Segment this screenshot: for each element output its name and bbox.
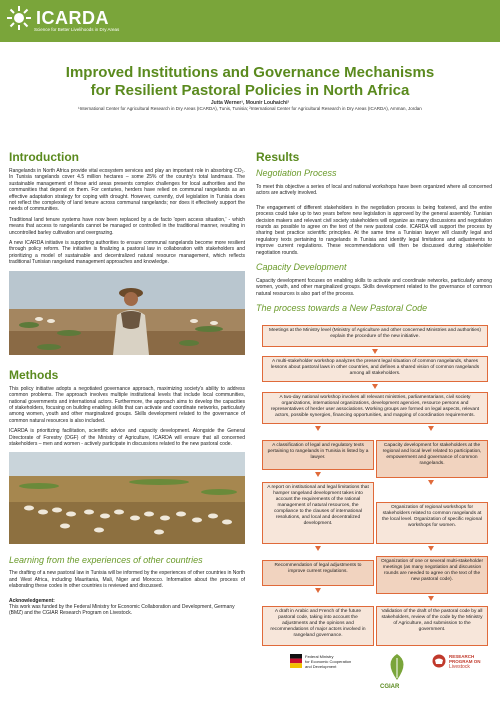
crp-line-1: RESEARCH bbox=[449, 654, 475, 659]
process-heading: The process towards a New Pastoral Code bbox=[256, 303, 428, 314]
results-heading: Results bbox=[256, 150, 300, 164]
flow-arrow bbox=[315, 546, 321, 551]
intro-heading: Introduction bbox=[9, 150, 79, 164]
title-line-2: for Resilient Pastoral Policies in North Africa bbox=[90, 82, 410, 99]
left-column bbox=[9, 150, 245, 616]
flow-arrow bbox=[315, 426, 321, 431]
negotiation-paragraph-2: The engagement of different stakeholders in the negotiation process is being fostered, and the entire process could take up to two years before new legislation is approved by the general assembly. Tunisian decision makers and relevant civil society stakeholders will organize as many discussions and negotiation rounds as possible to agree on the text of the new pastoral code. ICARDA will support the process by sharing best practice scientific principles. At the same time a Tunisian lawyer will classify legal and regulatory texts pertaining to rangelands in Tunisia and identify legal limitations and adjustments to improve current regulations. These recommendations will then be discussed during stakeholder negotiation rounds. bbox=[256, 204, 492, 256]
flow-step-national-workshop: A two-day national workshop involves all relevant ministries, parliamentarians, civil society organizations, international organizations, development agencies, resource persons and representatives of herder user associations. Working groups are formed on legal aspects, relevant actors, possible synergies, financing opportunities, and mapping of coordination requirements. bbox=[262, 392, 488, 424]
bmz-line-1: Federal Ministry bbox=[305, 654, 334, 659]
flow-step-regional-workshops: Organization of regional workshops for stakeholders related to common rangelands at the local level. Organization of specific regional workshops for women. bbox=[376, 502, 488, 544]
flow-step-draft-code: A draft in Arabic and French of the future pastoral code, taking into account the adjustments and the opinions and recommendations of major actors involved in rangeland governance. bbox=[262, 606, 374, 646]
bmz-line-3: and Development bbox=[305, 664, 337, 669]
icarda-sun-icon bbox=[6, 5, 32, 31]
authors-block bbox=[0, 100, 500, 112]
livestock-cow-icon bbox=[432, 654, 446, 668]
bmz-line-2: for Economic Cooperation bbox=[305, 659, 352, 664]
intro-paragraph-2: Traditional land tenure systems have now been replaced by a de facto 'open access situation,' - which means that access to rangelands cannot be managed or controlled in the traditional manner, resulting in uncontrolled barley cultivation and overgrazing. bbox=[9, 216, 245, 236]
learning-paragraph: The drafting of a new pastoral law in Tunisia will be informed by the experiences of other countries in North and West Africa, including Mauritania, Mali, Niger and Morocco. Information about the process of elaborating these codes in other countries is reviewed and discussed. bbox=[9, 570, 245, 590]
sheep-flock-photo bbox=[9, 452, 245, 544]
bmz-logo bbox=[290, 654, 360, 696]
methods-paragraph-2: ICARDA is prioritizing facilitation, scientific advice and capacity development. Alongside the General Directorate of Forestry (DGF) of the Ministry of Agriculture, ICARDA will ensure that all concerned stakeholders – men and women - actively participate in discussions related to the new pastoral code. bbox=[9, 428, 245, 447]
header-bar bbox=[0, 0, 500, 42]
flow-step-legal-recommendations: Recommendation of legal adjustments to improve current regulations. bbox=[262, 560, 374, 586]
flow-arrow bbox=[428, 596, 434, 601]
flow-arrow bbox=[428, 480, 434, 485]
flow-step-multistakeholder-meetings: Organization of one or several multi-stakeholder meetings (as many negotiation and discussion rounds are needed to agree on the text of the new pastoral code). bbox=[376, 556, 488, 594]
intro-paragraph-1: Rangelands in North Africa provide vital ecosystem services and play an important role in absorbing CO₂. In Tunisia rangelands cover 4.5 million hectares – some 25% of the country's total landmass. The sustainable management of these arid areas presents complex challenges for local authorities and the communities that depend on them. For centuries, herders have relied on communal rangelands as an effective adaptation strategy for coping with drought. However, currently, civil legislation in Tunisia does not reflect the complexity of land tenure across communal rangelands; nor does it effectively support the needs of communities. bbox=[9, 168, 245, 213]
cgiar-leaf-icon bbox=[382, 652, 412, 682]
negotiation-heading: Negotiation Process bbox=[256, 168, 337, 178]
flow-arrow bbox=[428, 426, 434, 431]
poster-title bbox=[0, 64, 500, 100]
intro-paragraph-3: A new ICARDA initiative is supporting authorities to ensure communal rangelands become more resilient through policy reform. The initiative is finalizing a pastoral law in collaboration with stakeholders and prioritizing a model of sustainable and decentralized natural resource management, which reflects traditional Tunisian rangeland management approaches and knowledge. bbox=[9, 240, 245, 266]
flow-arrow bbox=[428, 546, 434, 551]
flow-step-capacity-development: Capacity development for stakeholders at the regional and local level related to participation, empowerment and governance of common rangelands. bbox=[376, 440, 488, 478]
author-names: Jutta Werner¹, Mounir Louhaichi² bbox=[210, 100, 290, 106]
cgiar-logo bbox=[374, 652, 420, 698]
herder-photo bbox=[9, 271, 245, 355]
flow-step-ministry-meetings: Meetings at the Ministry level (Ministry of Agriculture and other concerned Ministries and authorities) explain the procedure of the new initiative. bbox=[262, 325, 488, 347]
capacity-paragraph: Capacity development focuses on enabling skills to activate and coordinate networks, particularly among women, youth, and other marginalized groups. Skills development related to the governance of common natural resources is also part of the process. bbox=[256, 278, 492, 297]
flow-arrow bbox=[372, 384, 378, 389]
tagline: Science for Better Livelihoods in Dry Areas bbox=[34, 27, 120, 32]
right-column bbox=[256, 150, 492, 314]
cgiar-text: CGIAR bbox=[380, 684, 400, 690]
flow-arrow bbox=[315, 472, 321, 477]
learning-heading: Learning from the experiences of other countries bbox=[9, 555, 203, 566]
logo-text: ICARDA bbox=[36, 8, 109, 28]
flow-step-validation: Validation of the draft of the pastoral code by all stakeholders, review of the code by the Ministry of Agriculture, and submission to the government. bbox=[376, 606, 488, 646]
crp-line-3: Livestock bbox=[449, 664, 470, 670]
negotiation-paragraph-1: To meet this objective a series of local and national workshops have been organized where all concerned actors are actively involved. bbox=[256, 184, 492, 197]
methods-heading: Methods bbox=[9, 367, 59, 382]
livestock-crp-logo bbox=[432, 654, 492, 696]
ack-title: Acknowledgement: bbox=[9, 597, 55, 604]
german-eagle-icon bbox=[290, 654, 302, 668]
flow-step-limitations-report: A report on institutional and legal limitations that hamper rangeland development takes into account the requirements of the rational management of natural resources, the compliance to the clauses of international resolutions, and local and decentralized development. bbox=[262, 482, 374, 544]
flow-arrow bbox=[372, 349, 378, 354]
crp-line-2: PROGRAM ON bbox=[449, 659, 481, 664]
footer-logos bbox=[256, 652, 492, 702]
capacity-heading: Capacity Development bbox=[256, 262, 347, 273]
flow-step-multistakeholder-workshop: A multi-stakeholder workshop analyzes the present legal situation of common rangelands, shares lessons about pastoral laws in other countries, and defines a shared vision of common rangelands among all stakeholders. bbox=[262, 356, 488, 382]
flow-step-legal-classification: A classification of legal and regulatory texts pertaining to rangelands in Tunisia is listed by a lawyer. bbox=[262, 440, 374, 470]
flow-arrow bbox=[315, 588, 321, 593]
author-affiliations: ¹International Center for Agricultural Research in Dry Areas (ICARDA), Tunis, Tunisia; ²International Center for Agricultural Research in Dry Areas (ICARDA), Amman, Jordan bbox=[78, 106, 422, 111]
methods-paragraph-1: This policy initiative adopts a negotiated governance approach, maximizing society's ability to address common problems. The approach involves multiple institutional levels that include local communities, national governments and international actors. Furthermore, the approach aims to develop the capacities of stakeholders, focusing on building enabling skills that can activate and coordinate networks, particularly among women, youth and other marginalized groups. Skills development related to the governance of common natural resources is also included. bbox=[9, 385, 245, 424]
title-line-1: Improved Institutions and Governance Mechanisms bbox=[65, 64, 435, 81]
ack-text: This work was funded by the Federal Ministry for Economic Collaboration and Development, Germany (BMZ) and the CGIAR Research Program on Livestock. bbox=[9, 603, 235, 616]
